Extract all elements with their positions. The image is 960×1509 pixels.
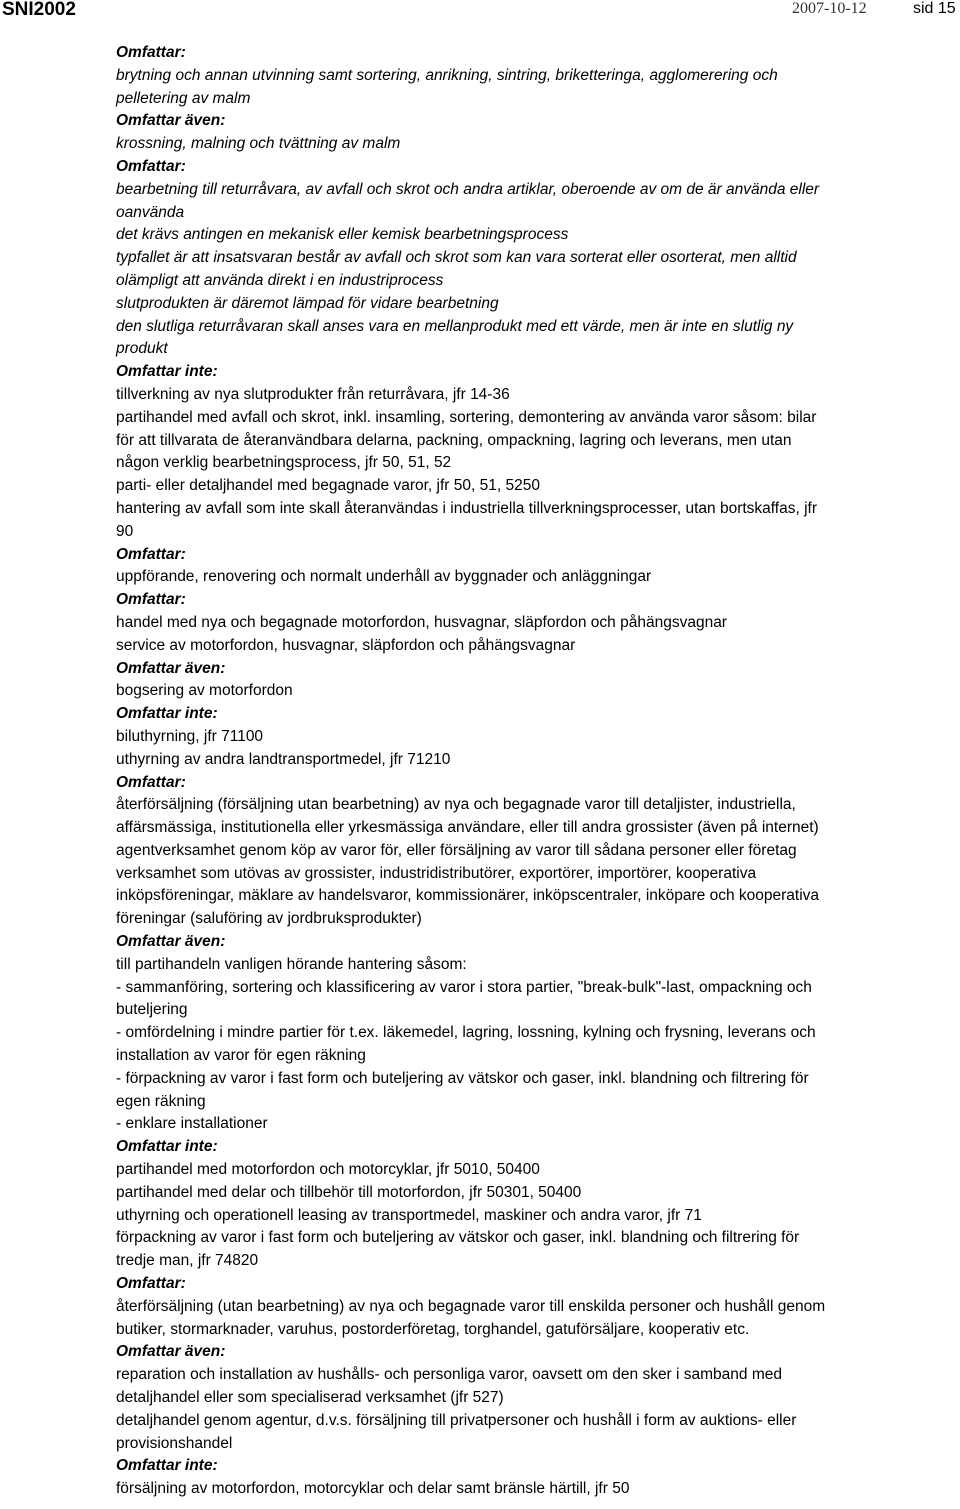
section-line: tillverkning av nya slutprodukter från returråvara, jfr 14-36 bbox=[116, 385, 510, 403]
section-heading: Omfattar inte: bbox=[116, 1457, 218, 1475]
definition-section bbox=[116, 110, 916, 156]
section-line: partihandel med avfall och skrot, inkl. insamling, sortering, demontering av använda varor såsom: bilar bbox=[116, 408, 817, 426]
section-line: partihandel med delar och tillbehör till motorfordon, jfr 50301, 50400 bbox=[116, 1183, 582, 1201]
section-line: - enklare installationer bbox=[116, 1115, 268, 1133]
section-line: oanvända bbox=[116, 203, 185, 221]
section-line: buteljering bbox=[116, 1001, 188, 1019]
definition-section bbox=[116, 658, 916, 704]
section-line: provisionshandel bbox=[116, 1434, 233, 1452]
section-line: det krävs antingen en mekanisk eller kemisk bearbetningsprocess bbox=[116, 226, 569, 244]
section-line: olämpligt att använda direkt i en industriprocess bbox=[116, 271, 444, 289]
section-line: försäljning av motorfordon, motorcyklar och delar samt bränsle härtill, jfr 50 bbox=[116, 1480, 630, 1498]
section-line: parti- eller detaljhandel med begagnade varor, jfr 50, 51, 5250 bbox=[116, 477, 540, 495]
section-line: uthyrning av andra landtransportmedel, jfr 71210 bbox=[116, 750, 451, 768]
section-line: bearbetning till returråvara, av avfall och skrot och andra artiklar, oberoende av om de är använda eller bbox=[116, 180, 820, 198]
definition-section bbox=[116, 156, 916, 361]
section-line: pelletering av malm bbox=[116, 89, 251, 107]
definition-section bbox=[116, 1455, 916, 1501]
section-line: för att tillvarata de återanvändbara delarna, packning, ompackning, lagring och leverans, men utan bbox=[116, 431, 792, 449]
definition-section bbox=[116, 1341, 916, 1455]
definition-section bbox=[116, 42, 916, 110]
page-number: sid 15 bbox=[913, 0, 956, 17]
section-line: butiker, stormarknader, varuhus, postorderföretag, torghandel, gatuförsäljare, kooperativ etc. bbox=[116, 1320, 750, 1338]
section-line: affärsmässiga, institutionella eller yrkesmässiga användare, eller till andra grossister (även på internet) bbox=[116, 819, 819, 837]
section-line: handel med nya och begagnade motorfordon, husvagnar, släpfordon och påhängsvagnar bbox=[116, 613, 727, 631]
section-heading: Omfattar inte: bbox=[116, 705, 218, 723]
definition-section bbox=[116, 772, 916, 932]
section-heading: Omfattar även: bbox=[116, 659, 226, 677]
section-line: partihandel med motorfordon och motorcyklar, jfr 5010, 50400 bbox=[116, 1161, 540, 1179]
section-heading: Omfattar: bbox=[116, 773, 186, 791]
definition-section bbox=[116, 361, 916, 543]
section-line: typfallet är att insatsvaran består av avfall och skrot som kan vara sorterat eller osorterat, men alltid bbox=[116, 249, 797, 267]
section-line: tredje man, jfr 74820 bbox=[116, 1252, 259, 1270]
definition-section bbox=[116, 931, 916, 1136]
section-line: detaljhandel genom agentur, d.v.s. försäljning till privatpersoner och hushåll i form av auktions- eller bbox=[116, 1411, 797, 1429]
section-line: förpackning av varor i fast form och buteljering av vätskor och gaser, inkl. blandning och filtrering för bbox=[116, 1229, 800, 1247]
section-line: bogsering av motorfordon bbox=[116, 682, 293, 700]
section-heading: Omfattar: bbox=[116, 157, 186, 175]
section-line: detaljhandel eller som specialiserad verksamhet (jfr 527) bbox=[116, 1389, 504, 1407]
section-line: 90 bbox=[116, 522, 134, 540]
section-line: den slutliga returråvaran skall anses vara en mellanprodukt med ett värde, men är inte en slutlig ny bbox=[116, 317, 794, 335]
section-line: biluthyrning, jfr 71100 bbox=[116, 727, 264, 745]
section-line: agentverksamhet genom köp av varor för, eller försäljning av varor till sådana personer eller företag bbox=[116, 841, 797, 859]
document-date: 2007-10-12 bbox=[792, 0, 867, 17]
section-line: brytning och annan utvinning samt sortering, anrikning, sintring, briketteringa, agglomerering och bbox=[116, 66, 778, 84]
section-line: till partihandeln vanligen hörande hantering såsom: bbox=[116, 955, 467, 973]
section-line: krossning, malning och tvättning av malm bbox=[116, 135, 401, 153]
section-heading: Omfattar: bbox=[116, 44, 186, 61]
section-line: service av motorfordon, husvagnar, släpfordon och påhängsvagnar bbox=[116, 636, 576, 654]
definition-section bbox=[116, 1273, 916, 1341]
section-line: uthyrning och operationell leasing av transportmedel, maskiner och andra varor, jfr 71 bbox=[116, 1206, 702, 1224]
section-line: verksamhet som utövas av grossister, industridistributörer, exportörer, importörer, kooperativa bbox=[116, 864, 757, 882]
definition-section bbox=[116, 589, 916, 657]
section-line: reparation och installation av hushålls- och personliga varor, oavsett om den sker i samband med bbox=[116, 1366, 783, 1384]
section-heading: Omfattar även: bbox=[116, 112, 226, 130]
section-line: hantering av avfall som inte skall återanvändas i industriella tillverkningsprocesser, utan bortskaffas, jfr bbox=[116, 499, 818, 517]
section-heading: Omfattar: bbox=[116, 591, 186, 609]
section-line: - sammanföring, sortering och klassificering av varor i stora partier, "break-bulk"-last, ompackning och bbox=[116, 978, 812, 996]
section-line: slutprodukten är däremot lämpad för vidare bearbetning bbox=[116, 294, 499, 312]
section-line: föreningar (saluföring av jordbruksprodukter) bbox=[116, 910, 422, 928]
section-heading: Omfattar även: bbox=[116, 1343, 226, 1361]
page-header bbox=[0, 0, 960, 28]
section-line: någon verklig bearbetningsprocess, jfr 50, 51, 52 bbox=[116, 454, 452, 472]
section-heading: Omfattar: bbox=[116, 1275, 186, 1293]
section-heading: Omfattar inte: bbox=[116, 1138, 218, 1156]
section-line: uppförande, renovering och normalt underhåll av byggnader och anläggningar bbox=[116, 568, 652, 586]
definition-section bbox=[116, 703, 916, 771]
document-body bbox=[116, 42, 916, 1501]
section-line: egen räkning bbox=[116, 1092, 206, 1110]
section-line: produkt bbox=[116, 340, 168, 358]
section-line: återförsäljning (försäljning utan bearbetning) av nya och begagnade varor till detaljister, industriella, bbox=[116, 796, 796, 814]
definition-section bbox=[116, 544, 916, 590]
section-heading: Omfattar: bbox=[116, 545, 186, 563]
document-code: SNI2002 bbox=[2, 0, 76, 20]
section-line: återförsäljning (utan bearbetning) av nya och begagnade varor till enskilda personer och hushåll genom bbox=[116, 1297, 826, 1315]
section-heading: Omfattar inte: bbox=[116, 363, 218, 381]
section-line: installation av varor för egen räkning bbox=[116, 1047, 366, 1065]
section-heading: Omfattar även: bbox=[116, 933, 226, 951]
section-line: inköpsföreningar, mäklare av handelsvaror, kommissionärer, inköpscentraler, inköpare och kooperativa bbox=[116, 887, 820, 905]
definition-section bbox=[116, 1136, 916, 1273]
section-line: - omfördelning i mindre partier för t.ex. läkemedel, lagring, lossning, kylning och frysning, leverans och bbox=[116, 1024, 816, 1042]
section-line: - förpackning av varor i fast form och buteljering av vätskor och gaser, inkl. blandning och filtrering för bbox=[116, 1069, 809, 1087]
